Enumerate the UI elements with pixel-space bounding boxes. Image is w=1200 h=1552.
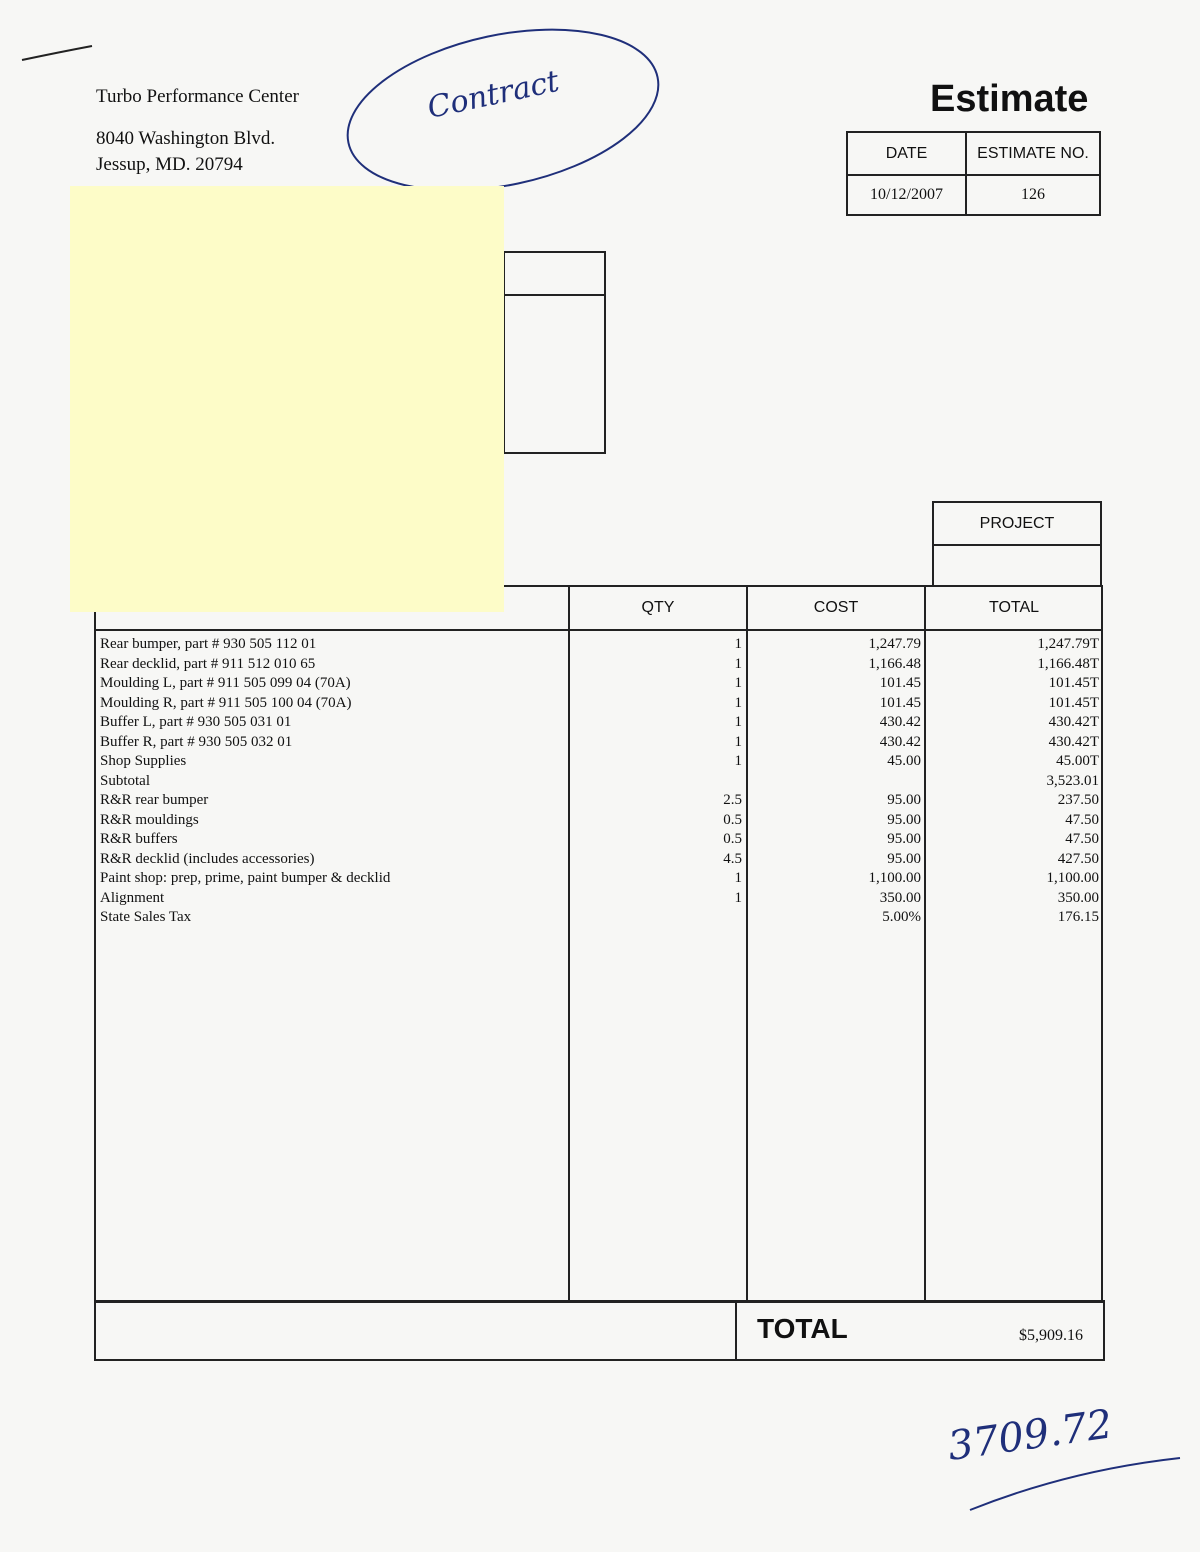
table-row xyxy=(96,656,1105,676)
project-label: PROJECT xyxy=(979,514,1055,532)
item-description: Moulding R, part # 911 505 100 04 (70A) xyxy=(100,694,352,711)
item-description: Moulding L, part # 911 505 099 04 (70A) xyxy=(100,675,351,691)
item-total: 45.00T xyxy=(1056,753,1099,769)
table-row xyxy=(96,636,1105,656)
cost-header: COST xyxy=(813,599,859,616)
item-cost: 1,166.48 xyxy=(868,655,921,672)
item-total: 430.42T xyxy=(1048,714,1099,730)
item-qty: 1 xyxy=(734,733,742,750)
item-cost: 101.45 xyxy=(879,675,921,691)
item-cost: 95.00 xyxy=(887,792,921,808)
item-cost: 1,247.79 xyxy=(868,636,921,652)
total-box xyxy=(94,1300,1105,1361)
item-total: 3,523.01 xyxy=(1046,772,1099,789)
item-description: R&R buffers xyxy=(100,831,178,847)
table-row xyxy=(96,812,1105,832)
item-total: 430.42T xyxy=(1048,733,1099,750)
item-total: 176.15 xyxy=(1057,909,1099,925)
item-description: Alignment xyxy=(100,889,165,906)
item-cost: 95.00 xyxy=(887,811,921,828)
item-qty: 1 xyxy=(734,714,742,730)
item-qty: 1 xyxy=(734,753,742,769)
item-total: 1,166.48T xyxy=(1037,655,1099,672)
table-row xyxy=(96,753,1105,773)
item-description: R&R rear bumper xyxy=(100,792,209,808)
table-row xyxy=(96,675,1105,695)
item-qty: 1 xyxy=(734,675,742,691)
project-box xyxy=(932,501,1102,587)
item-cost: 350.00 xyxy=(879,889,921,906)
table-row xyxy=(96,734,1105,754)
item-cost: 45.00 xyxy=(887,753,921,769)
item-description: Subtotal xyxy=(100,772,151,789)
company-address-line1: 8040 Washington Blvd. xyxy=(96,128,276,149)
bill-to-box xyxy=(503,251,606,454)
item-qty: 1 xyxy=(734,889,742,906)
table-row xyxy=(96,870,1105,890)
total-value: $5,909.16 xyxy=(1019,1327,1083,1344)
item-qty: 0.5 xyxy=(723,831,742,847)
table-row xyxy=(96,831,1105,851)
item-qty: 4.5 xyxy=(723,850,742,867)
item-cost: 95.00 xyxy=(887,831,921,847)
item-description: Rear bumper, part # 930 505 112 01 xyxy=(100,636,317,652)
item-total: 427.50 xyxy=(1057,850,1099,867)
line-items-table xyxy=(94,585,1103,1303)
item-qty: 2.5 xyxy=(723,792,742,808)
company-address-line2: Jessup, MD. 20794 xyxy=(96,154,243,175)
table-row xyxy=(96,909,1105,929)
table-row xyxy=(96,714,1105,734)
table-row xyxy=(96,890,1105,910)
table-row xyxy=(96,851,1105,871)
item-description: Buffer R, part # 930 505 032 01 xyxy=(100,733,293,750)
handwritten-sum-value: 3709.72 xyxy=(944,1401,1116,1470)
sticky-note xyxy=(70,186,504,612)
estimate-info-box xyxy=(846,131,1101,216)
qty-header: QTY xyxy=(641,599,675,616)
item-description: R&R mouldings xyxy=(100,811,199,828)
item-cost: 5.00% xyxy=(882,909,921,925)
item-description: Shop Supplies xyxy=(100,753,187,769)
company-name: Turbo Performance Center xyxy=(96,86,299,107)
handwritten-annotation xyxy=(340,18,680,193)
item-description: Buffer L, part # 930 505 031 01 xyxy=(100,714,292,730)
item-qty: 1 xyxy=(734,694,742,711)
item-total: 47.50 xyxy=(1065,831,1099,847)
item-cost: 430.42 xyxy=(879,714,921,730)
table-row xyxy=(96,773,1105,793)
pen-mark xyxy=(20,40,100,70)
total-header: TOTAL xyxy=(988,599,1040,616)
item-total: 1,100.00 xyxy=(1046,870,1099,886)
item-total: 101.45T xyxy=(1048,694,1099,711)
item-qty: 1 xyxy=(734,870,742,886)
item-total: 350.00 xyxy=(1057,889,1099,906)
item-total: 1,247.79T xyxy=(1037,636,1099,652)
table-row xyxy=(96,695,1105,715)
item-description: Paint shop: prep, prime, paint bumper & decklid xyxy=(100,870,391,886)
item-total: 101.45T xyxy=(1048,675,1099,691)
item-description: Rear decklid, part # 911 512 010 65 xyxy=(100,655,316,672)
date-label: DATE xyxy=(885,144,928,162)
item-qty: 1 xyxy=(734,655,742,672)
item-qty: 0.5 xyxy=(723,811,742,828)
item-cost: 95.00 xyxy=(887,850,921,867)
item-cost: 1,100.00 xyxy=(868,870,921,886)
item-description: State Sales Tax xyxy=(100,909,192,925)
item-total: 47.50 xyxy=(1065,811,1099,828)
item-cost: 101.45 xyxy=(879,694,921,711)
total-label: TOTAL xyxy=(757,1313,848,1344)
estimate-number-label: ESTIMATE NO. xyxy=(977,144,1089,162)
handwritten-sum xyxy=(930,1390,1190,1530)
document-title: Estimate xyxy=(930,78,1089,120)
table-row xyxy=(96,792,1105,812)
date-value: 10/12/2007 xyxy=(870,186,943,203)
estimate-number-value: 126 xyxy=(1021,186,1045,203)
item-description: R&R decklid (includes accessories) xyxy=(100,850,315,867)
item-total: 237.50 xyxy=(1057,792,1099,808)
item-cost: 430.42 xyxy=(879,733,921,750)
handwritten-note: Contract xyxy=(424,63,563,126)
item-qty: 1 xyxy=(734,636,742,652)
